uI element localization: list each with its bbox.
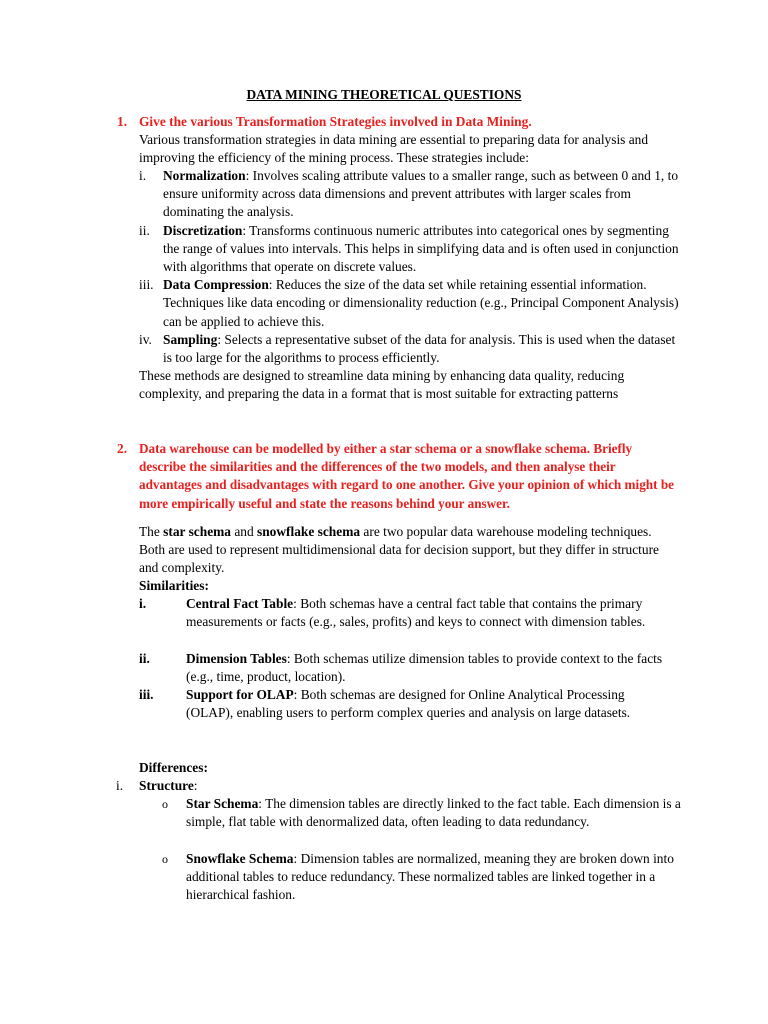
bullet-star-schema: o Star Schema: The dimension tables are directly linked to the fact table. Each dimension is a simple, flat table with denormalized data, often leading to data redundancy. [162,796,681,830]
similarities-list [139,595,669,741]
similarity-item-1: i. Central Fact Table: Both schemas have a central fact table that contains the primary measurements or facts (e.g., sales, profits) and keys to connect with dimension tables. [139,596,646,630]
q1-item-4: iv. Sampling: Selects a representative subset of the data for analysis. This is used when the dataset is too large for the algorithms to process efficiently. [139,331,676,365]
q1-question: Give the various Transformation Strategies involved in Data Mining. [139,114,532,129]
q1-item-term: Data Compression [163,277,269,293]
document-title: DATA MINING THEORETICAL QUESTIONS [246,87,522,102]
q2-question: Data warehouse can be modelled by either a star schema or a snowflake schema. Briefly describe the similarities and the differences of the two models, and then analyse their advantages and disadvantages with regard to one another. Give your opinion of which might be more empirically useful and state the reasons behind your answer. [139,441,675,511]
differences-item-number: i. [116,778,124,793]
q1-item-term: Discretization [163,222,243,238]
differences-heading: Differences: [139,760,208,775]
q2-intro: The star schema and snowflake schema are two popular data warehouse modeling techniques. Both are used to represent multidimensional data for decision support, but they differ in structure and complexity. [139,524,659,576]
q1-number: 1. [117,114,128,129]
q1-list [139,167,679,367]
q1-conclusion: These methods are designed to streamline data mining by enhancing data quality, reducing complexity, and preparing the data in a format that is most suitable for extracting patterns [139,368,625,402]
q1-intro: Various transformation strategies in data mining are essential to preparing data for analysis and improving the efficiency of the mining process. These strategies include: [139,132,649,166]
bullet-icon: o [162,797,168,811]
q1-item-2: ii. Discretization: Transforms continuous numeric attributes into categorical ones by segmenting the range of values into intervals. This helps in simplifying data and is often used in conjunction with algorithms that operate on discrete values. [139,222,679,274]
bullet-snowflake-schema: o Snowflake Schema: Dimension tables are normalized, meaning they are broken down into additional tables to reduce redundancy. These normalized tables are linked together in a hierarchical fashion. [162,850,674,902]
q1-item-term: Sampling [163,331,218,347]
q1-item-1: i. Normalization: Involves scaling attribute values to a smaller range, such as between 0 and 1, to ensure uniformity across data dimensions and prevent attributes with larger scales from dominating the analysis. [139,168,679,220]
q1-item-term: Normalization [163,168,246,183]
bullet-icon: o [162,851,168,866]
q1-item-3: iii. Data Compression: Reduces the size of the data set while retaining essential information. Techniques like data encoding or dimensionality reduction (e.g., Principal Component Analysis) can be applied to achieve this. [139,277,679,329]
differences-item-structure: Structure: [139,778,198,793]
similarities-heading: Similarities: [139,578,209,593]
q2-number: 2. [117,441,128,456]
similarity-item-2: ii. Dimension Tables: Both schemas utilize dimension tables to provide context to the facts (e.g., time, product, location). [139,650,663,684]
differences-bullets [162,795,682,904]
similarity-item-3: iii. Support for OLAP: Both schemas are designed for Online Analytical Processing (OLAP), enabling users to perform complex queries and analysis on large datasets. [139,686,631,721]
